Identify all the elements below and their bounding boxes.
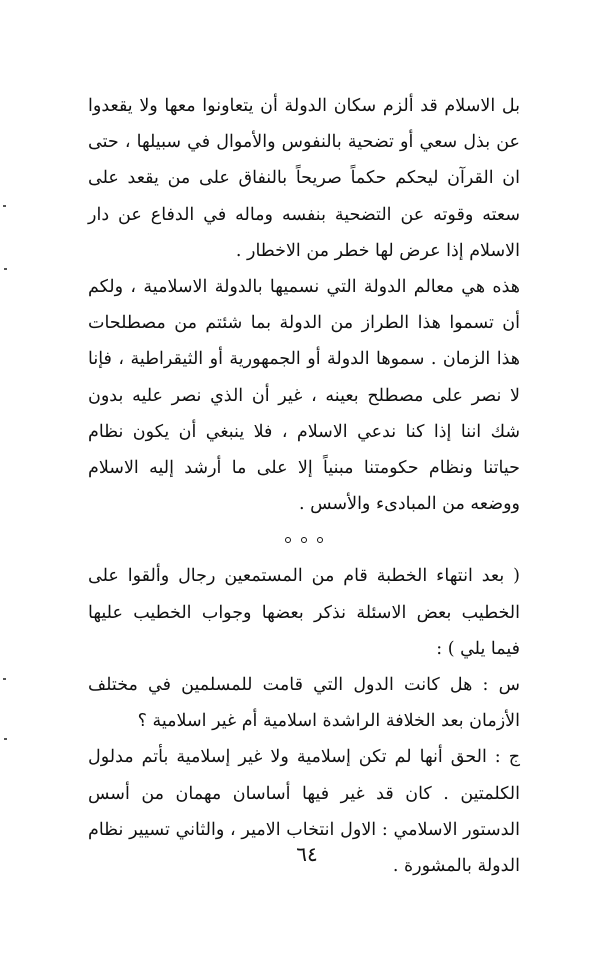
question: س : هل كانت الدول التي قامت للمسلمين في مختلف الأزمان بعد الخلافة الراشدة اسلامية أم غير اسلامية ؟ (88, 675, 520, 732)
paragraph-1: بل الاسلام قد ألزم سكان الدولة أن يتعاونوا معها ولا يقعدوا عن بذل سعي أو تضحية بالنفوس والأموال في سبيلها ، حتى ان القرآن ليحكم حكماً صريحاً بالنفاق على من يقعد على سعته وقوته عن التضحية بنفسه وماله في الدفاع عن دار الاسلام إذا عرض لها خطر من الاخطار . (88, 96, 520, 261)
divider-circle (301, 537, 307, 543)
margin-speck (3, 678, 6, 680)
section-divider (88, 522, 520, 558)
page-number: ٦٤ (296, 842, 318, 866)
margin-speck (3, 205, 6, 207)
page-body (88, 88, 520, 884)
divider-circle (317, 537, 323, 543)
margin-speck (4, 738, 7, 740)
answer: ج : الحق أنها لم تكن إسلامية ولا غير إسلامية بأتم مدلول الكلمتين . كان قد غير فيها أساسان مهمان من أسس الدستور الاسلامي : الاول انتخاب الامير ، والثاني تسيير نظام الدولة بالمشورة . (88, 747, 520, 877)
paragraph-2: هذه هي معالم الدولة التي نسميها بالدولة الاسلامية ، ولكم أن تسموا هذا الطراز من الدولة بما شئتم من مصطلحات هذا الزمان . سموها الدولة أو الجمهورية أو الثيقراطية ، فإنا لا نصر على مصطلح بعينه ، غير أن الذي نصر عليه بدون شك اننا إذا كنا ندعي الاسلام ، فلا ينبغي أن يكون نظام حياتنا ونظام حكومتنا مبنياً إلا على ما أرشد إليه الاسلام ووضعه من المبادىء والأسس . (88, 277, 520, 515)
margin-speck (4, 268, 7, 270)
divider-circle (285, 537, 291, 543)
paragraph-3: ( بعد انتهاء الخطبة قام من المستمعين رجال وألقوا على الخطيب بعض الاسئلة نذكر بعضها وجواب الخطيب عليها فيما يلي ) : (88, 566, 520, 659)
